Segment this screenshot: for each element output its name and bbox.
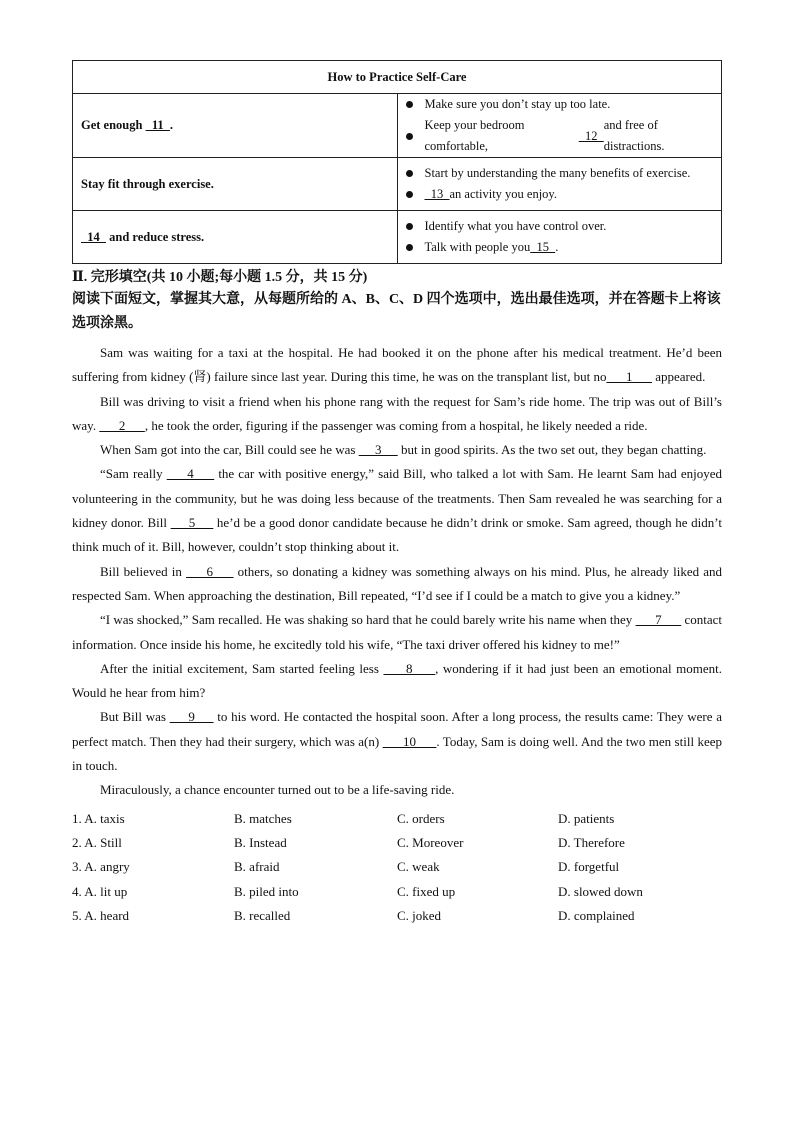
option-b: B. piled into bbox=[234, 883, 299, 899]
paragraph bbox=[72, 608, 722, 657]
table-row bbox=[73, 158, 722, 211]
option-b: B. recalled bbox=[234, 907, 291, 923]
bullet-item bbox=[406, 115, 714, 157]
option-row-2 bbox=[72, 831, 722, 855]
paragraph bbox=[72, 390, 722, 439]
bullet-text: Identify what you have control over. bbox=[424, 219, 607, 233]
section-title: Ⅱ. 完形填空(共 10 小题;每小题 1.5 分，共 15 分) bbox=[72, 270, 368, 285]
option-c: C. fixed up bbox=[397, 883, 456, 899]
bullet-item bbox=[406, 94, 714, 115]
passage-text: appeared. bbox=[651, 369, 706, 385]
blank-12: 12 bbox=[578, 128, 604, 143]
passage-text: the car with positive energy,” said Bill, who talked a lot with Sam. He learnt Sam had enjoyed volunteering in the community, but he was doing less because of the treatments. Then Sam revealed he was searching for a kidney donor. Bill bbox=[72, 466, 722, 531]
bullet-icon bbox=[406, 133, 413, 140]
bullet-text: Make sure you don’t stay up too late. bbox=[424, 97, 611, 111]
passage-text: others, so donating a kidney was something always on his mind. Plus, he already liked and respected Sam. When approaching the destination, Bill repeated, “I’d see if I could be a match to give you a kidney.” bbox=[72, 563, 722, 603]
blank-11: 11 bbox=[145, 118, 170, 132]
row-heading: Stay fit through exercise. bbox=[73, 158, 398, 211]
option-a: 1. A. taxis bbox=[72, 810, 125, 826]
passage-text: After the initial excitement, Sam started feeling less bbox=[100, 660, 384, 676]
option-d: D. complained bbox=[558, 907, 635, 923]
paragraph bbox=[72, 657, 722, 706]
blank-13: 13 bbox=[424, 187, 450, 201]
table-row bbox=[73, 94, 722, 158]
bullet-item bbox=[406, 184, 714, 205]
blank-2: 2 bbox=[99, 417, 145, 433]
passage-text: Sam was waiting for a taxi at the hospital. He had booked it on the phone after his medical treatment. He’d been suffering from kidney (肾) failure since last year. During this time, he was on the transplant list, but no bbox=[72, 345, 722, 385]
blank-10: 10 bbox=[382, 733, 437, 749]
option-row-5 bbox=[72, 904, 722, 928]
option-d: D. slowed down bbox=[558, 883, 643, 899]
passage-text: , wondering if it had just been an emotional moment. Would he hear from him? bbox=[72, 660, 722, 701]
option-row-1 bbox=[72, 807, 722, 831]
paragraph bbox=[72, 462, 722, 559]
paragraph bbox=[72, 438, 722, 462]
blank-15: 15 bbox=[530, 240, 556, 254]
row-heading-text: . bbox=[169, 118, 174, 132]
bullet-text: an activity you enjoy. bbox=[449, 187, 557, 201]
option-c: C. weak bbox=[397, 859, 440, 875]
blank-1: 1 bbox=[606, 369, 652, 385]
section-instruction: 阅读下面短文，掌握其大意，从每题所给的 A、B、C、D 四个选项中，选出最佳选项，并在答题卡上将该选项涂黑。 bbox=[72, 292, 721, 331]
bullet-item bbox=[406, 237, 714, 258]
bullet-item bbox=[406, 216, 714, 237]
blank-8: 8 bbox=[383, 660, 436, 676]
bullet-item bbox=[406, 163, 714, 184]
answer-options bbox=[72, 807, 722, 928]
blank-7: 7 bbox=[635, 612, 682, 628]
passage-text: Bill believed in bbox=[100, 563, 186, 579]
option-c: C. orders bbox=[397, 810, 445, 826]
option-d: D. forgetful bbox=[558, 859, 620, 875]
passage-text: contact information. Once inside his home, he excitedly told his wife, “The taxi driver offered his kidney to me!” bbox=[72, 612, 722, 652]
row-bullets bbox=[397, 211, 722, 264]
cloze-passage bbox=[72, 341, 722, 803]
worksheet-page bbox=[72, 60, 722, 928]
passage-text: “I was shocked,” Sam recalled. He was shaking so hard that he could barely write his name when they bbox=[100, 612, 636, 628]
row-heading bbox=[73, 94, 398, 158]
passage-text: he’d be a good donor candidate because he didn’t drink or smoke. Sam agreed, though he didn’t think much of it. Bill, however, couldn’t stop thinking about it. bbox=[72, 515, 723, 555]
passage-text: but in good spirits. As the two set out, they began chatting. bbox=[397, 442, 707, 458]
table-title: How to Practice Self-Care bbox=[73, 61, 722, 94]
row-heading-text: Get enough bbox=[81, 118, 146, 132]
passage-text: When Sam got into the car, Bill could see he was bbox=[100, 442, 359, 458]
option-row-4 bbox=[72, 880, 722, 904]
option-d: D. Therefore bbox=[558, 834, 625, 850]
option-c: C. joked bbox=[397, 907, 442, 923]
passage-text: “Sam really bbox=[100, 466, 167, 482]
paragraph bbox=[72, 778, 722, 802]
passage-text: Bill was driving to visit a friend when his phone rang with the request for Sam’s ride home. The trip was out of Bill’s way. bbox=[72, 393, 722, 433]
row-bullets bbox=[397, 158, 722, 211]
row-heading-text: and reduce stress. bbox=[106, 229, 205, 244]
bullet-icon bbox=[406, 223, 413, 230]
blank-5: 5 bbox=[170, 515, 214, 531]
blank-14: 14 bbox=[81, 229, 106, 244]
option-b: B. afraid bbox=[234, 859, 280, 875]
blank-4: 4 bbox=[166, 466, 215, 482]
self-care-table bbox=[72, 60, 722, 264]
option-row-3 bbox=[72, 855, 722, 879]
paragraph bbox=[72, 341, 722, 390]
passage-text: Miraculously, a chance encounter turned out to be a life-saving ride. bbox=[100, 782, 455, 798]
bullet-icon bbox=[406, 191, 413, 198]
bullet-text: . bbox=[555, 240, 559, 254]
passage-text: But Bill was bbox=[100, 709, 170, 725]
bullet-text: Talk with people you bbox=[424, 240, 531, 254]
blank-6: 6 bbox=[185, 563, 234, 579]
option-a: 5. A. heard bbox=[72, 907, 130, 923]
blank-9: 9 bbox=[169, 709, 214, 725]
bullet-icon bbox=[406, 101, 413, 108]
bullet-text: and free of distractions. bbox=[603, 118, 665, 153]
bullet-text: Keep your bedroom comfortable, bbox=[424, 118, 525, 153]
bullet-icon bbox=[406, 244, 413, 251]
option-a: 4. A. lit up bbox=[72, 883, 128, 899]
option-c: C. Moreover bbox=[397, 834, 464, 850]
bullet-icon bbox=[406, 170, 413, 177]
passage-text: to his word. He contacted the hospital soon. After a long process, the results came: They were a perfect match. Then they had their surgery, which was a(n) bbox=[72, 709, 723, 749]
blank-3: 3 bbox=[358, 442, 398, 458]
paragraph bbox=[72, 560, 722, 609]
option-d: D. patients bbox=[558, 810, 615, 826]
option-a: 3. A. angry bbox=[72, 859, 130, 875]
row-heading bbox=[73, 211, 398, 264]
paragraph bbox=[72, 705, 722, 778]
option-a: 2. A. Still bbox=[72, 834, 122, 850]
row-bullets bbox=[397, 94, 722, 158]
bullet-text: Start by understanding the many benefits of exercise. bbox=[424, 166, 691, 180]
table-row bbox=[73, 211, 722, 264]
option-b: B. Instead bbox=[234, 834, 287, 850]
option-b: B. matches bbox=[234, 810, 292, 826]
passage-text: . Today, Sam is doing well. And the two men still keep in touch. bbox=[72, 733, 723, 774]
passage-text: , he took the order, figuring if the passenger was coming from a hospital, he likely needed a ride. bbox=[144, 417, 648, 433]
